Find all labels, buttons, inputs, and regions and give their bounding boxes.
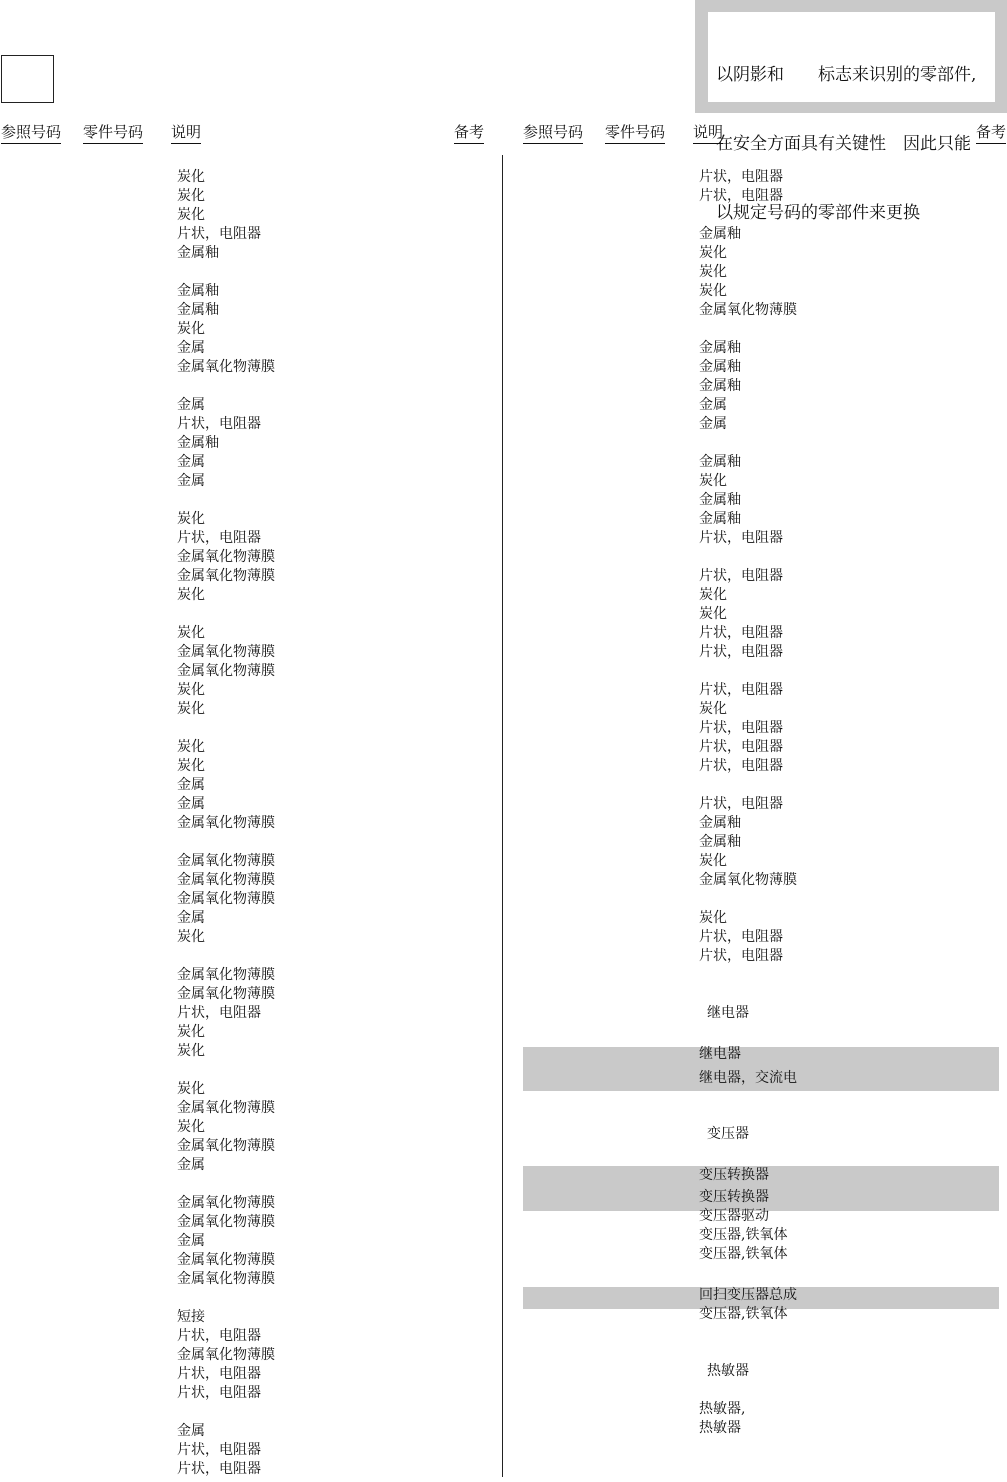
left-description-list <box>177 168 275 1479</box>
list-spacer <box>177 833 275 852</box>
list-item: 回扫变压器总成 <box>699 1287 797 1303</box>
list-item: 短接 <box>177 1309 205 1325</box>
list-item: 片状，电阻器 <box>699 625 783 641</box>
list-item: 金属氧化物薄膜 <box>177 1100 275 1116</box>
list-item: 金属 <box>699 416 727 432</box>
list-item: 金属氧化物薄膜 <box>177 1271 275 1287</box>
list-spacer <box>177 377 275 396</box>
list-item: 金属 <box>177 397 205 413</box>
section-title-thermistor: 热敏器 <box>707 1363 749 1379</box>
list-item: 炭化 <box>699 264 727 280</box>
list-item: 金属 <box>177 473 205 489</box>
list-spacer <box>177 491 275 510</box>
list-item: 金属氧化物薄膜 <box>177 359 275 375</box>
list-item: 金属氧化物薄膜 <box>177 986 275 1002</box>
list-spacer <box>177 1061 275 1080</box>
list-item: 炭化 <box>177 207 205 223</box>
list-item: 变压器,铁氧体 <box>699 1227 788 1243</box>
list-item: 热敏器, <box>699 1401 746 1417</box>
list-item: 炭化 <box>177 682 205 698</box>
list-item: 金属 <box>699 397 727 413</box>
list-item: 片状，电阻器 <box>699 929 783 945</box>
list-item: 热敏器 <box>699 1420 741 1436</box>
list-item: 金属氧化物薄膜 <box>177 891 275 907</box>
list-item: 金属 <box>177 340 205 356</box>
blank-mark-box <box>1 55 54 103</box>
list-item: 片状，电阻器 <box>177 1461 261 1477</box>
list-item: 炭化 <box>177 758 205 774</box>
list-item: 变压转换器 <box>699 1189 769 1205</box>
list-item: 金属釉 <box>699 378 741 394</box>
header-remarks: 备考 <box>976 122 1006 144</box>
list-item: 炭化 <box>699 283 727 299</box>
list-item: 金属氧化物薄膜 <box>177 815 275 831</box>
list-item: 片状，电阻器 <box>699 568 783 584</box>
section-title-transformer: 变压器 <box>707 1126 749 1142</box>
list-spacer <box>177 1289 275 1308</box>
list-item: 片状，电阻器 <box>177 226 261 242</box>
header-remarks: 备考 <box>454 122 484 144</box>
list-spacer <box>699 890 797 909</box>
list-item: 炭化 <box>699 910 727 926</box>
section-title-relay: 继电器 <box>707 1005 749 1021</box>
list-item: 金属氧化物薄膜 <box>177 1214 275 1230</box>
list-item: 金属氧化物薄膜 <box>177 1252 275 1268</box>
list-item: 变压器,铁氧体 <box>699 1246 788 1262</box>
list-item: 炭化 <box>177 587 205 603</box>
list-item: 片状，电阻器 <box>177 1005 261 1021</box>
list-item: 炭化 <box>177 1081 205 1097</box>
column-divider <box>502 155 503 1477</box>
notice-line: 在安全方面具有关键性 因此只能 <box>716 134 971 154</box>
list-spacer <box>177 1403 275 1422</box>
header-part-no: 零件号码 <box>83 122 143 144</box>
list-item: 变压器驱动 <box>699 1208 769 1224</box>
list-item: 片状，电阻器 <box>177 416 261 432</box>
list-item: 片状，电阻器 <box>699 720 783 736</box>
list-item: 炭化 <box>699 587 727 603</box>
list-item: 炭化 <box>177 1119 205 1135</box>
list-item: 金属釉 <box>699 511 741 527</box>
list-item: 金属氧化物薄膜 <box>177 549 275 565</box>
list-item: 炭化 <box>699 701 727 717</box>
list-item: 炭化 <box>177 321 205 337</box>
list-item: 金属氧化物薄膜 <box>177 644 275 660</box>
list-item: 金属釉 <box>177 435 219 451</box>
list-spacer <box>177 947 275 966</box>
header-description: 说明 <box>693 122 723 144</box>
list-item: 炭化 <box>177 739 205 755</box>
list-spacer <box>177 263 275 282</box>
list-item: 炭化 <box>177 701 205 717</box>
list-item: 金属 <box>177 454 205 470</box>
list-item: 片状，电阻器 <box>177 1385 261 1401</box>
list-item: 变压转换器 <box>699 1167 769 1183</box>
list-item: 金属釉 <box>699 226 741 242</box>
list-item: 金属釉 <box>699 340 741 356</box>
right-description-list <box>699 168 797 966</box>
list-item: 金属氧化物薄膜 <box>177 1195 275 1211</box>
list-spacer <box>699 206 797 225</box>
list-item: 片状，电阻器 <box>177 530 261 546</box>
list-item: 金属氧化物薄膜 <box>699 302 797 318</box>
list-item: 金属氧化物薄膜 <box>177 663 275 679</box>
list-item: 炭化 <box>177 511 205 527</box>
list-item: 金属釉 <box>699 492 741 508</box>
list-item: 炭化 <box>699 473 727 489</box>
list-item: 炭化 <box>699 245 727 261</box>
list-item: 金属 <box>177 1233 205 1249</box>
list-item: 片状，电阻器 <box>177 1328 261 1344</box>
list-item: 片状，电阻器 <box>177 1366 261 1382</box>
list-item: 金属 <box>177 796 205 812</box>
list-item: 炭化 <box>177 1024 205 1040</box>
list-spacer <box>177 1175 275 1194</box>
header-description: 说明 <box>171 122 201 144</box>
list-item: 金属釉 <box>177 245 219 261</box>
list-item: 片状，电阻器 <box>177 1442 261 1458</box>
list-spacer <box>699 434 797 453</box>
list-item: 片状，电阻器 <box>699 644 783 660</box>
notice-line: 以规定号码的零部件来更换 <box>716 203 920 223</box>
list-item: 片状，电阻器 <box>699 796 783 812</box>
list-item: 金属釉 <box>699 359 741 375</box>
list-item: 片状，电阻器 <box>699 682 783 698</box>
list-item: 金属釉 <box>177 283 219 299</box>
list-item: 片状，电阻器 <box>699 739 783 755</box>
list-item: 继电器 <box>699 1046 741 1062</box>
list-item: 片状，电阻器 <box>699 758 783 774</box>
list-spacer <box>177 719 275 738</box>
list-item: 炭化 <box>699 853 727 869</box>
list-item: 金属氧化物薄膜 <box>177 568 275 584</box>
list-item: 变压器,铁氧体 <box>699 1306 788 1322</box>
list-spacer <box>699 320 797 339</box>
notice-line: 以阴影和 标志来识别的零部件, <box>716 65 977 85</box>
list-item: 金属氧化物薄膜 <box>177 1347 275 1363</box>
list-spacer <box>699 776 797 795</box>
list-item: 金属 <box>177 1423 205 1439</box>
list-item: 炭化 <box>177 929 205 945</box>
list-item: 片状，电阻器 <box>699 948 783 964</box>
list-item: 片状，电阻器 <box>699 530 783 546</box>
header-part-no: 零件号码 <box>605 122 665 144</box>
list-item: 金属氧化物薄膜 <box>177 853 275 869</box>
list-item: 炭化 <box>177 625 205 641</box>
list-item: 金属釉 <box>177 302 219 318</box>
list-item: 金属釉 <box>699 815 741 831</box>
header-ref-no: 参照号码 <box>523 122 583 144</box>
list-item: 金属氧化物薄膜 <box>177 967 275 983</box>
list-spacer <box>699 662 797 681</box>
list-item: 金属 <box>177 777 205 793</box>
list-item: 金属釉 <box>699 454 741 470</box>
list-item: 金属釉 <box>699 834 741 850</box>
header-ref-no: 参照号码 <box>1 122 61 144</box>
list-item: 金属氧化物薄膜 <box>177 872 275 888</box>
list-item: 炭化 <box>699 606 727 622</box>
list-item: 炭化 <box>177 169 205 185</box>
list-item: 炭化 <box>177 188 205 204</box>
list-item: 金属 <box>177 910 205 926</box>
list-item: 金属氧化物薄膜 <box>177 1138 275 1154</box>
list-item: 炭化 <box>177 1043 205 1059</box>
list-spacer <box>699 548 797 567</box>
list-item: 金属氧化物薄膜 <box>699 872 797 888</box>
list-item: 片状，电阻器 <box>699 188 783 204</box>
list-spacer <box>177 605 275 624</box>
list-item: 片状，电阻器 <box>699 169 783 185</box>
list-item: 金属 <box>177 1157 205 1173</box>
list-item: 继电器，交流电 <box>699 1070 797 1086</box>
